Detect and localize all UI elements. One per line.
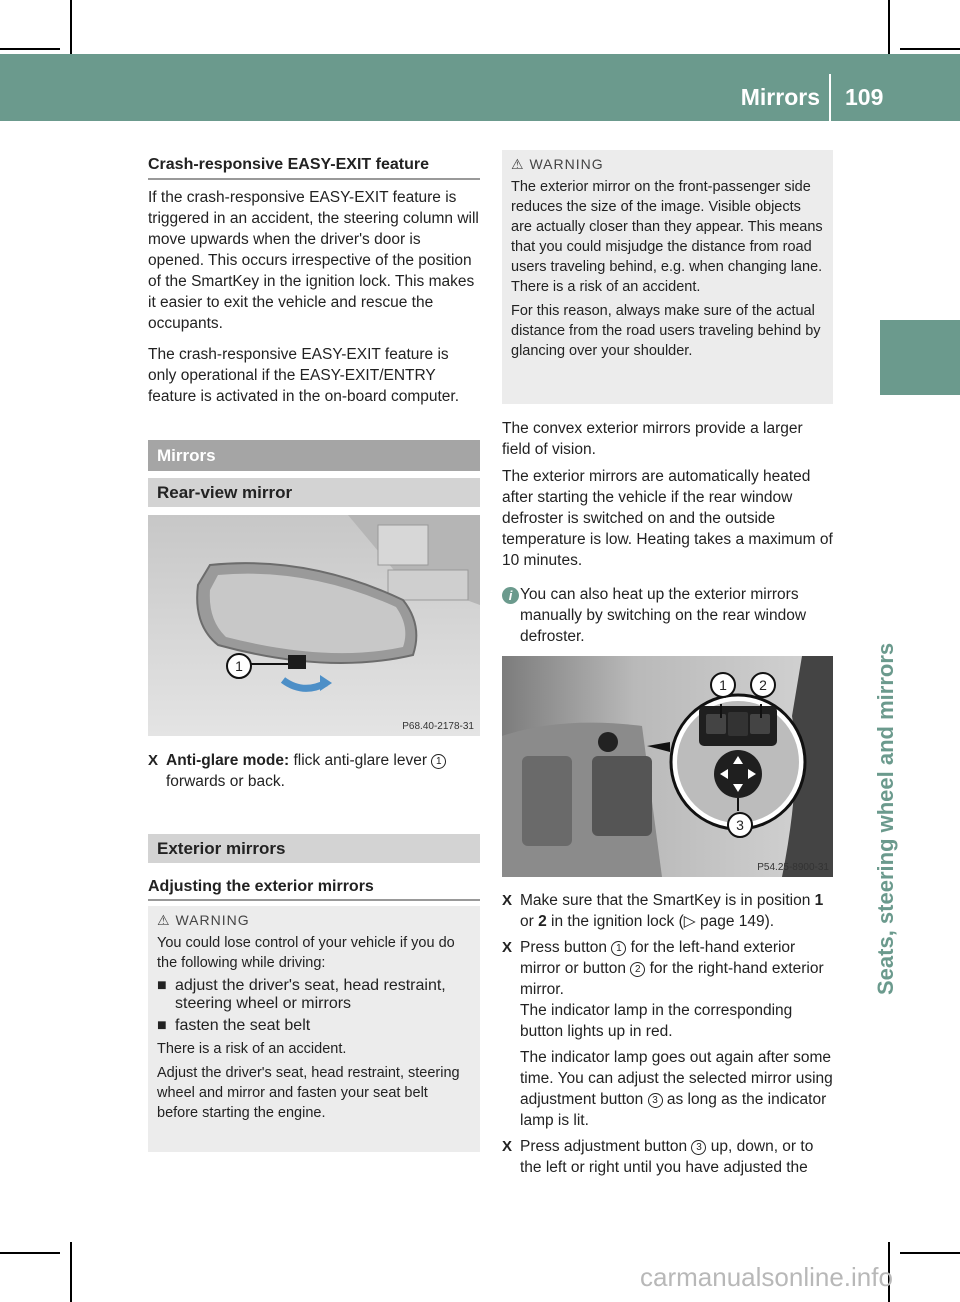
door-panel-photo: [502, 656, 833, 877]
warning-1-intro: You could lose control of your vehicle if you do the following while driving:: [157, 935, 455, 971]
section-bar-exterior: [148, 834, 480, 863]
warning-1-risk: There is a risk of an accident.: [157, 1041, 347, 1057]
header-divider: [829, 74, 831, 121]
warning-2-para-1: The exterior mirror on the front-passenger side reduces the size of the image. Visible objects are actually closer than they appear. This means that you could misjudge the distance from road users traveling behind, e.g. when changing lane. There is a risk of an accident.: [511, 179, 823, 295]
crop-mark: [0, 1252, 60, 1254]
crop-mark: [70, 1242, 72, 1302]
step-3: X Press adjustment button 3 up, down, or to the left or right until you have adjusted the: [502, 1138, 814, 1176]
step-marker: X: [148, 752, 159, 769]
antiglare-instruction: [148, 750, 480, 792]
warning-1-bullet: ■ fasten the seat belt: [157, 1017, 311, 1034]
warning-triangle-icon: ⚠: [511, 156, 525, 172]
crash-para-1: If the crash-responsive EASY-EXIT feature is triggered in an accident, the steering column will move upwards when the driver's door is opened. This occurs irrespective of the position of the SmartKey in the ignition lock. This makes it easier to exit the vehicle and rescue the occupants.: [148, 189, 479, 332]
circled-1: 1: [611, 941, 626, 956]
convex-para: The convex exterior mirrors provide a larger field of vision.: [502, 420, 803, 458]
crop-mark: [888, 0, 890, 60]
info-icon: i: [502, 587, 519, 604]
rearview-mirror-photo: [148, 515, 480, 736]
callout-1: 1: [226, 653, 252, 679]
antiglare-label: Anti-glare mode:: [166, 752, 290, 769]
crash-para-2: The crash-responsive EASY-EXIT feature is only operational if the EASY-EXIT/ENTRY feature is activated in the on-board computer.: [148, 346, 460, 405]
antiglare-text-2: forwards or back.: [166, 773, 285, 790]
heading-rule: [148, 178, 480, 180]
door-control-illustration: [502, 656, 833, 877]
adjusting-heading: Adjusting the exterior mirrors: [148, 878, 374, 895]
warning-triangle-icon: ⚠: [157, 912, 171, 928]
instruction-steps: [502, 890, 833, 1178]
header-chapter-title: Mirrors: [740, 84, 820, 110]
circled-1: 1: [431, 754, 446, 769]
side-tab-block: [880, 320, 960, 395]
watermark: carmanualsonline.info: [640, 1262, 893, 1292]
warning-2-para-2: For this reason, always make sure of the actual distance from the road users traveling behind by glancing over your shoulder.: [511, 303, 821, 359]
warning-title-1: ⚠ WARNING: [157, 912, 250, 928]
crash-heading: Crash-responsive EASY-EXIT feature: [148, 156, 429, 173]
step-2: X Press button 1 for the left-hand exterior mirror or button 2 for the right-hand exterior mirror. The indicator lamp in the corresponding button lights up in red. The indicator lamp goes out again after some time. You can adjust the selected mirror using adjustment button 3 as long as the indicator lamp is lit.: [502, 939, 833, 1129]
side-tab-label: Seats, steering wheel and mirrors: [873, 642, 898, 995]
photo-code: P54.25-8900-31: [757, 862, 829, 873]
step-1: X Make sure that the SmartKey is in position 1 or 2 in the ignition lock (▷ page 149).: [502, 892, 824, 930]
info-text: You can also heat up the exterior mirrors manually by switching on the rear window defroster.: [520, 586, 807, 645]
callout-3: 3: [727, 812, 753, 838]
info-note: [502, 584, 833, 647]
page-number: 109: [845, 84, 884, 110]
warning-box-1: [148, 906, 480, 1152]
crop-mark: [900, 1252, 960, 1254]
callout-1: 1: [710, 672, 736, 698]
circled-2: 2: [630, 962, 645, 977]
crop-mark: [900, 48, 960, 50]
callout-2: 2: [750, 672, 776, 698]
heated-para: The exterior mirrors are automatically heated after starting the vehicle if the rear window defroster is switched on and the outside temperature is low. Heating takes a maximum of 10 minutes.: [502, 468, 833, 569]
warning-1-advice: Adjust the driver's seat, head restraint, steering wheel and mirror and fasten your seat belt before starting the engine.: [157, 1065, 460, 1121]
section-title-mirrors: Mirrors: [157, 446, 216, 465]
rearview-mirror-illustration: [148, 515, 480, 736]
circled-3: 3: [691, 1140, 706, 1155]
circled-3: 3: [648, 1093, 663, 1108]
section-title-exterior: Exterior mirrors: [157, 839, 286, 858]
photo-code: P68.40-2178-31: [402, 721, 474, 732]
crop-mark: [0, 48, 60, 50]
section-bar-rearview: [148, 478, 480, 507]
warning-1-bullet: ■ adjust the driver's seat, head restraint, steering wheel or mirrors: [157, 977, 446, 1012]
warning-box-2: [502, 150, 833, 404]
section-bar-mirrors: [148, 440, 480, 471]
antiglare-text: flick anti-glare lever: [293, 752, 427, 769]
heading-rule: [148, 899, 480, 901]
warning-title-2: ⚠ WARNING: [511, 156, 604, 172]
section-title-rearview: Rear-view mirror: [157, 483, 293, 502]
crop-mark: [70, 0, 72, 60]
